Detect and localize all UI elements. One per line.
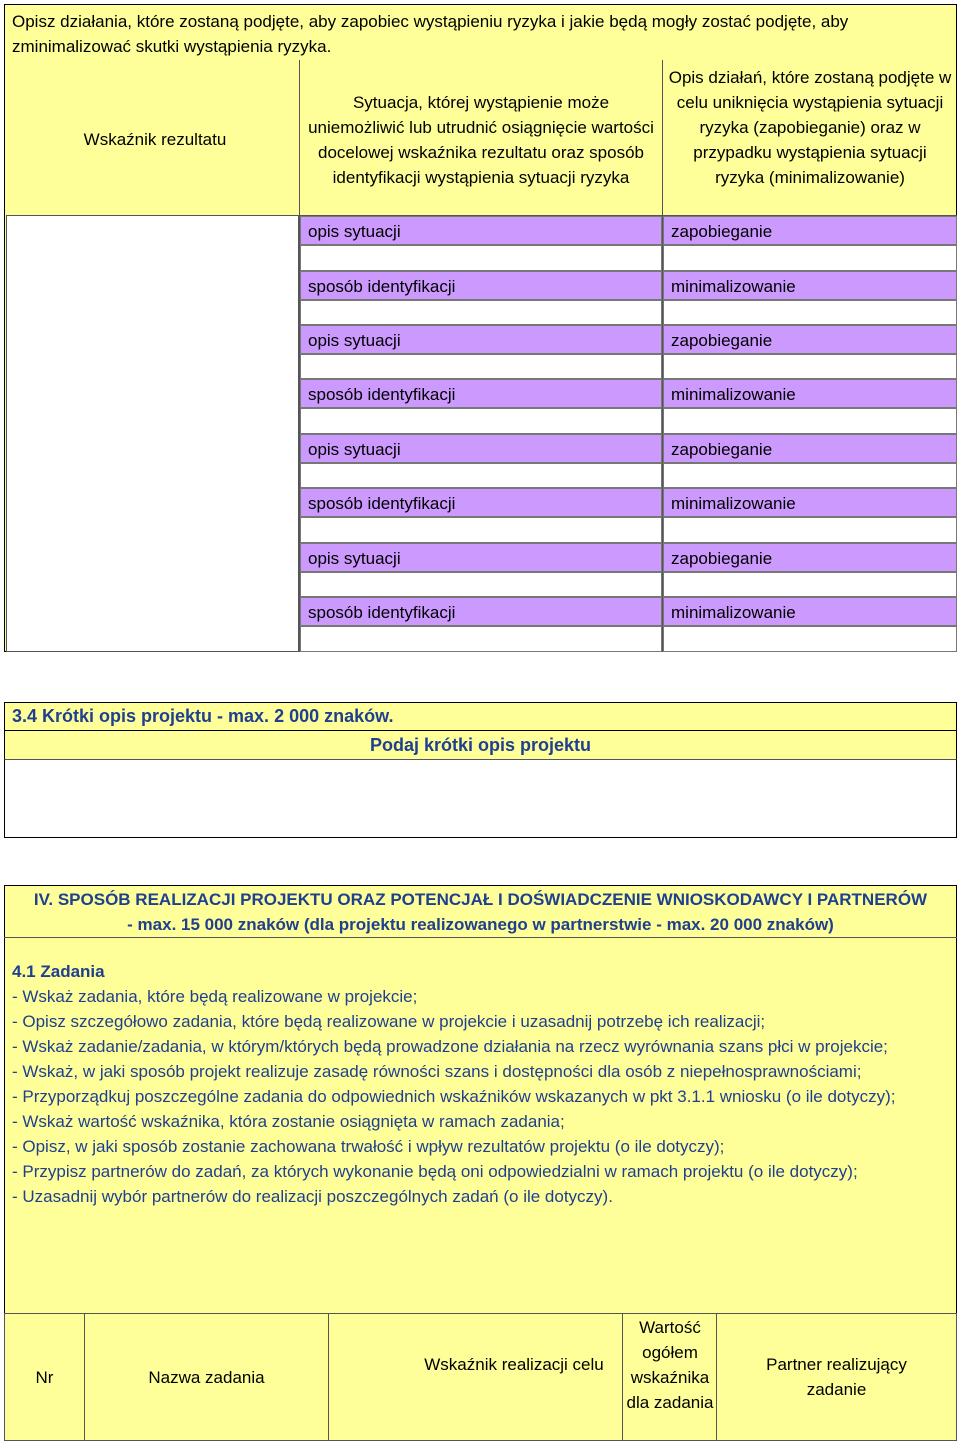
col-header-actions: Opis działań, które zostaną podjęte w celu uniknięcia wystąpienia sytuacji ryzyka (zapobieganie) oraz w przypadku wystąpienia sytuacji ryzyka (minimalizowanie) <box>668 68 952 187</box>
situation-label: sposób identyfikacji <box>300 488 662 517</box>
situation-label: opis sytuacji <box>300 325 662 354</box>
situation-label: sposób identyfikacji <box>300 597 662 626</box>
section-iv-title-divider <box>4 937 957 938</box>
action-input[interactable] <box>663 354 957 379</box>
situation-input[interactable] <box>300 245 662 271</box>
action-label: zapobieganie <box>663 434 957 463</box>
situation-input[interactable] <box>300 463 662 488</box>
instruction-item: - Wskaż wartość wskaźnika, która zostanie osiągnięta w ramach zadania; <box>12 1112 565 1131</box>
situation-input[interactable] <box>300 354 662 379</box>
situation-input[interactable] <box>300 626 662 652</box>
section-iv-title: IV. SPOSÓB REALIZACJI PROJEKTU ORAZ POTENCJAŁ I DOŚWIADCZENIE WNIOSKODAWCY I PARTNERÓW <box>33 890 928 909</box>
action-label: zapobieganie <box>663 543 957 572</box>
action-label: minimalizowanie <box>663 597 957 626</box>
action-label: minimalizowanie <box>663 271 957 300</box>
header-value: Wartość ogółem wskaźnika dla zadania <box>626 1318 714 1412</box>
action-input[interactable] <box>663 245 957 271</box>
situation-label: sposób identyfikacji <box>300 271 662 300</box>
subsection-title: 4.1 Zadania <box>12 962 105 981</box>
instruction-item: - Opisz, w jaki sposób zostanie zachowana trwałość i wpływ rezultatów projektu (o ile dotyczy); <box>12 1137 725 1156</box>
situation-label: opis sytuacji <box>300 434 662 463</box>
action-input[interactable] <box>663 408 957 434</box>
situation-input[interactable] <box>300 300 662 325</box>
action-label: zapobieganie <box>663 216 957 245</box>
short-description-prompt: Podaj krótki opis projektu <box>369 735 592 755</box>
situation-input[interactable] <box>300 572 662 597</box>
header-partner: Partner realizujący zadanie <box>766 1355 907 1399</box>
situation-label: sposób identyfikacji <box>300 379 662 408</box>
instruction-list <box>12 984 932 1209</box>
instruction-item: - Opisz szczegółowo zadania, które będą realizowane w projekcie i uzasadnij potrzebę ich realizacji; <box>12 1012 766 1031</box>
risk-intro: Opisz działania, które zostaną podjęte, aby zapobiec wystąpieniu ryzyka i jakie będą mogły zostać podjęte, aby zminimalizować skutki wystąpienia ryzyka. <box>12 12 849 56</box>
situation-input[interactable] <box>300 517 662 543</box>
indicator-input[interactable] <box>6 215 299 652</box>
situation-label: opis sytuacji <box>300 543 662 572</box>
instruction-item: - Uzasadnij wybór partnerów do realizacji poszczególnych zadań (o ile dotyczy). <box>12 1187 613 1206</box>
instruction-item: - Wskaż, w jaki sposób projekt realizuje zasadę równości szans i dostępności dla osób z niepełnosprawnościami; <box>12 1062 862 1081</box>
action-input[interactable] <box>663 463 957 488</box>
action-input[interactable] <box>663 572 957 597</box>
instruction-item: - Wskaż zadanie/zadania, w którym/których będą prowadzone działania na rzecz wyrównania szans płci w projekcie; <box>12 1037 888 1056</box>
situation-input[interactable] <box>300 408 662 434</box>
col-header-situation: Sytuacja, której wystąpienie może uniemożliwić lub utrudnić osiągnięcie wartości docelowej wskaźnika rezultatu oraz sposób identyfikacji wystąpienia sytuacji ryzyka <box>308 93 654 187</box>
action-label: minimalizowanie <box>663 488 957 517</box>
action-label: zapobieganie <box>663 325 957 354</box>
task-table-header <box>4 1313 957 1441</box>
situation-label: opis sytuacji <box>300 216 662 245</box>
instruction-item: - Przypisz partnerów do zadań, za których wykonanie będą oni odpowiedzialni w ramach projektu (o ile dotyczy); <box>12 1162 858 1181</box>
instruction-item: - Przyporządkuj poszczególne zadania do odpowiednich wskaźników wskazanych w pkt 3.1.1 wniosku (o ile dotyczy); <box>12 1087 896 1106</box>
action-input[interactable] <box>663 626 957 652</box>
short-description-input[interactable] <box>4 760 957 838</box>
col-header-indicator: Wskaźnik rezultatu <box>83 130 227 149</box>
header-indicator: Wskaźnik realizacji celu <box>424 1355 604 1374</box>
instruction-item: - Wskaż zadania, które będą realizowane w projekcie; <box>12 987 418 1006</box>
short-description-heading: 3.4 Krótki opis projektu - max. 2 000 znaków. <box>12 706 394 726</box>
section-iv-subtitle: - max. 15 000 znaków (dla projektu realizowanego w partnerstwie - max. 20 000 znaków) <box>127 915 834 934</box>
action-input[interactable] <box>663 300 957 325</box>
header-nr: Nr <box>35 1368 54 1387</box>
header-cell-indicator <box>328 1313 623 1441</box>
action-input[interactable] <box>663 517 957 543</box>
header-task-name: Nazwa zadania <box>148 1368 265 1387</box>
action-label: minimalizowanie <box>663 379 957 408</box>
